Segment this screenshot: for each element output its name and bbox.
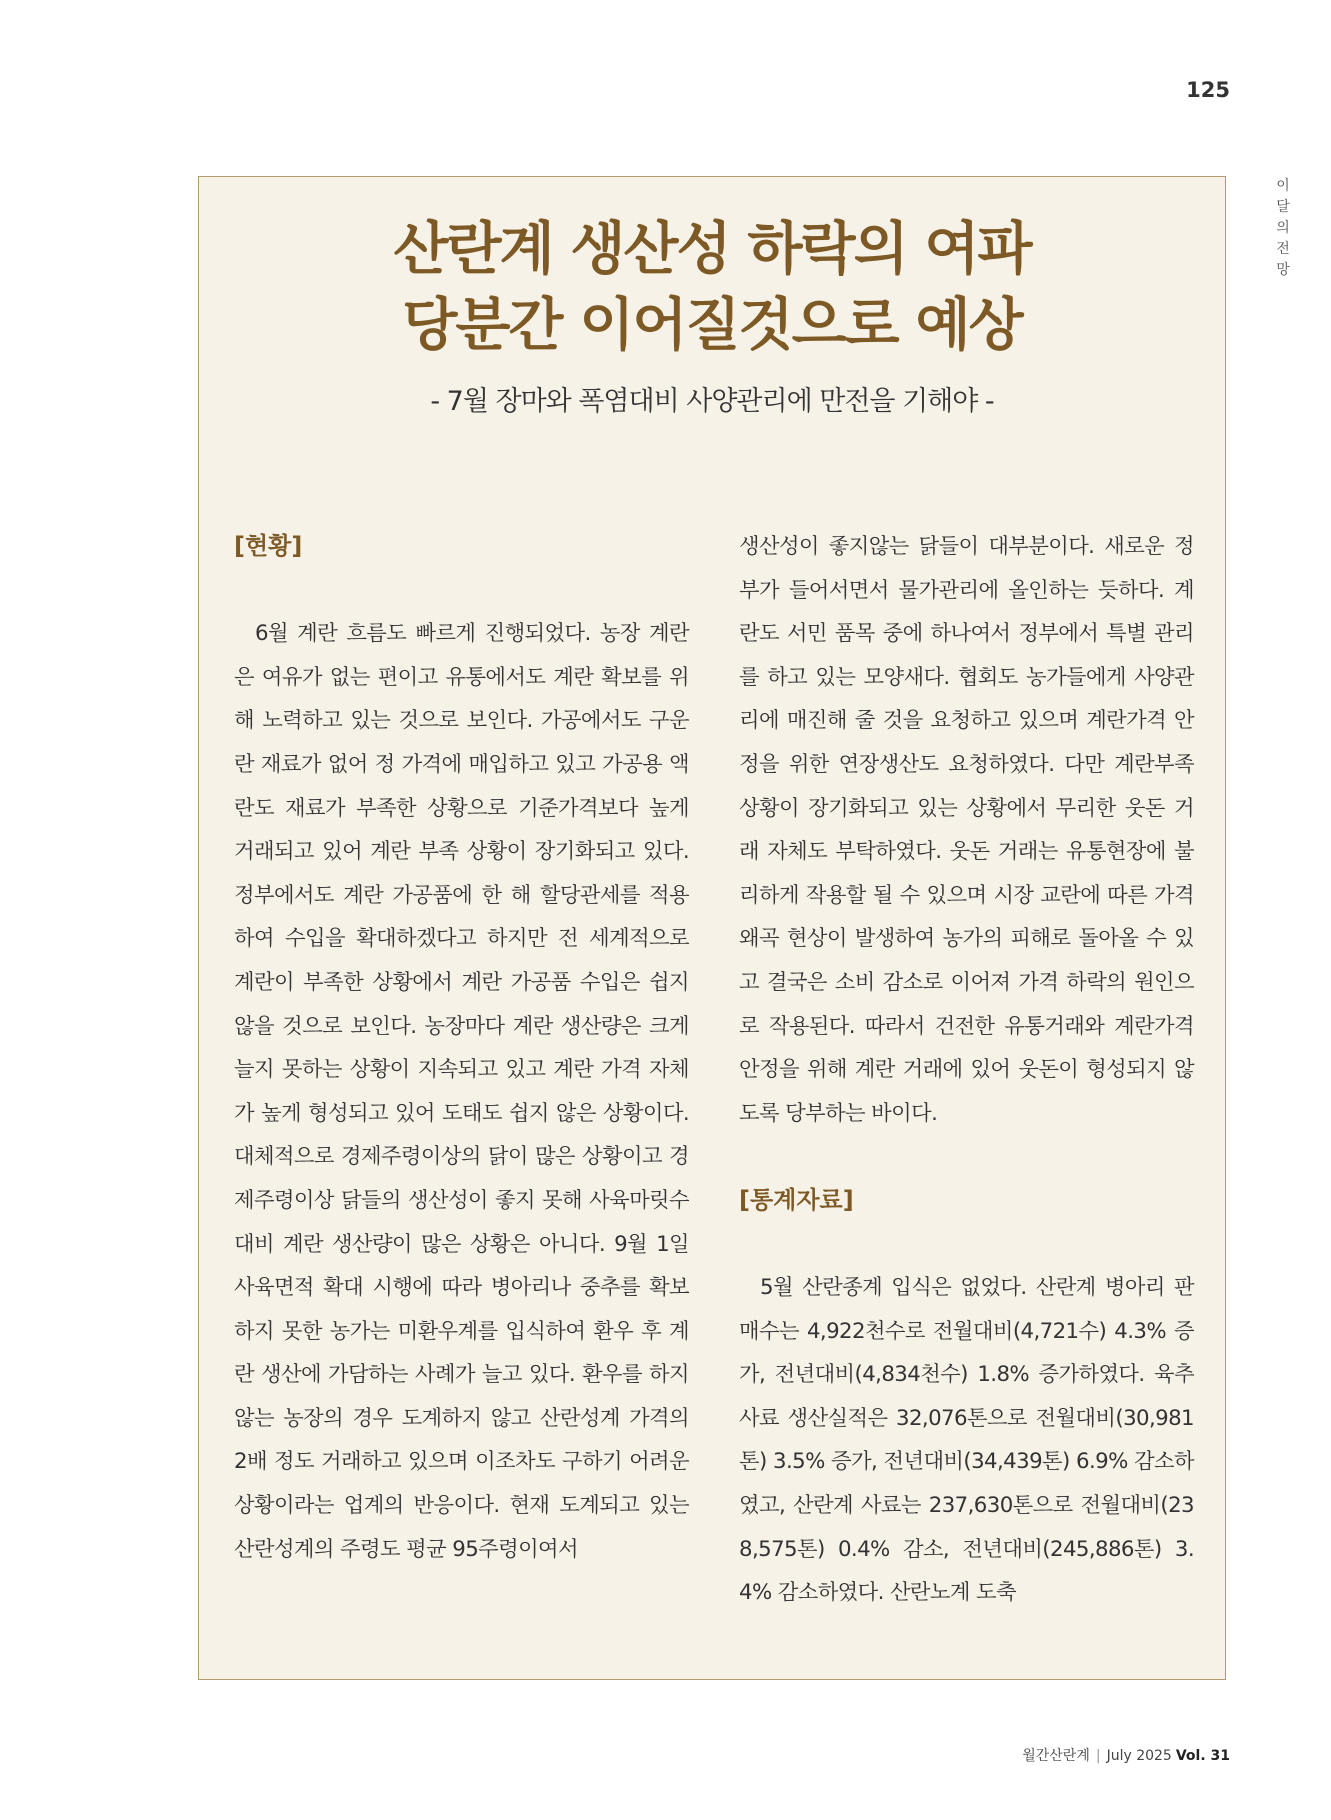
status-paragraph: 6월 계란 흐름도 빠르게 진행되었다. 농장 계란은 여유가 없는 편이고 유통에서도 계란 확보를 위해 노력하고 있는 것으로 보인다. 가공에서도 구운란 재료가 없어 정 가격에 매입하고 있고 가공용 액란도 재료가 부족한 상황으로 기준가격보다 높게 거래되고 있어 계란 부족 상황이 장기화되고 있다. 정부에서도 계란 가공품에 한 해 할당관세를 적용하여 수입을 확대하겠다고 하지만 전 세계적으로 계란이 부족한 상황에서 계란 가공품 수입은 쉽지 않을 것으로 보인다. 농장마다 계란 생산량은 크게 늘지 못하는 상황이 지속되고 있고 계란 가격 자체가 높게 형성되고 있어 도태도 쉽지 않은 상황이다. 대체적으로 경제주령이상의 닭이 많은 상황이고 경제주령이상 닭들의 생산성이 좋지 못해 사육마릿수 대비 계란 생산량이 많은 상황은 아니다. 9월 1일 사육면적 확대 시행에 따라 병아리나 중추를 확보하지 못한 농가는 미환우계를 입식하여 환우 후 계란 생산에 가담하는 사례가 늘고 있다. 환우를 하지 않는 농장의 경우 도계하지 않고 산란성계 가격의 2배 정도 거래하고 있으며 이조차도 구하기 어려운 상황이라는 업계의 반응이다. 현재 도계되고 있는 산란성계의 주령도 평균 95주령이여서 xyxy=(234,621,689,1562)
right-column xyxy=(739,525,1194,1615)
statistics-paragraph: 5월 산란종계 입식은 없었다. 산란계 병아리 판매수는 4,922천수로 전월대비(4,721수) 4.3% 증가, 전년대비(4,834천수) 1.8% 증가하였다. 육추 사료 생산실적은 32,076톤으로 전월대비(30,981톤) 3.5% 증가, 전년대비(34,439톤) 6.9% 감소하였고, 산란계 사료는 237,630톤으로 전월대비(238,575톤) 0.4% 감소, 전년대비(245,886톤) 3.4% 감소하였다. 산란노계 도축 xyxy=(739,1275,1194,1606)
left-column xyxy=(234,525,689,1571)
section-heading-statistics: [통계자료] xyxy=(739,1185,854,1214)
title-line-2: 당분간 이어질것으로 예상 xyxy=(402,292,1022,358)
status-paragraph-continued: 생산성이 좋지않는 닭들이 대부분이다. 새로운 정부가 들어서면서 물가관리에 올인하는 듯하다. 계란도 서민 품목 중에 하나여서 정부에서 특별 관리를 하고 있는 모양새다. 협회도 농가들에게 사양관리에 매진해 줄 것을 요청하고 있으며 계란가격 안정을 위한 연장생산도 요청하였다. 다만 계란부족 상황이 장기화되고 있는 상황에서 무리한 웃돈 거래 자체도 부탁하였다. 웃돈 거래는 유통현장에 불리하게 작용할 될 수 있으며 시장 교란에 따른 가격 왜곡 현상이 발생하여 농가의 피해로 돌아올 수 있고 결국은 소비 감소로 이어져 가격 하락의 원인으로 작용된다. 따라서 건전한 유통거래와 계란가격 안정을 위해 계란 거래에 있어 웃돈이 형성되지 않도록 당부하는 바이다. xyxy=(739,534,1194,1126)
section-heading-status: [현황] xyxy=(234,532,303,560)
volume-number: Vol. 31 xyxy=(1175,1748,1230,1764)
page-footer: 월간산란계 | July 2025 Vol. 31 xyxy=(1022,1748,1230,1764)
article-panel xyxy=(198,176,1226,1680)
side-section-label: 이달의 전망 xyxy=(1276,178,1290,278)
magazine-name: 월간산란계 xyxy=(1022,1748,1090,1764)
article-subtitle: - 7월 장마와 폭염대비 사양관리에 만전을 기해야 - xyxy=(430,386,994,417)
article-title xyxy=(199,211,1225,363)
page-number: 125 xyxy=(1186,78,1230,102)
title-line-1: 산란계 생산성 하락의 여파 xyxy=(393,216,1031,282)
issue-date: July 2025 xyxy=(1106,1748,1172,1764)
